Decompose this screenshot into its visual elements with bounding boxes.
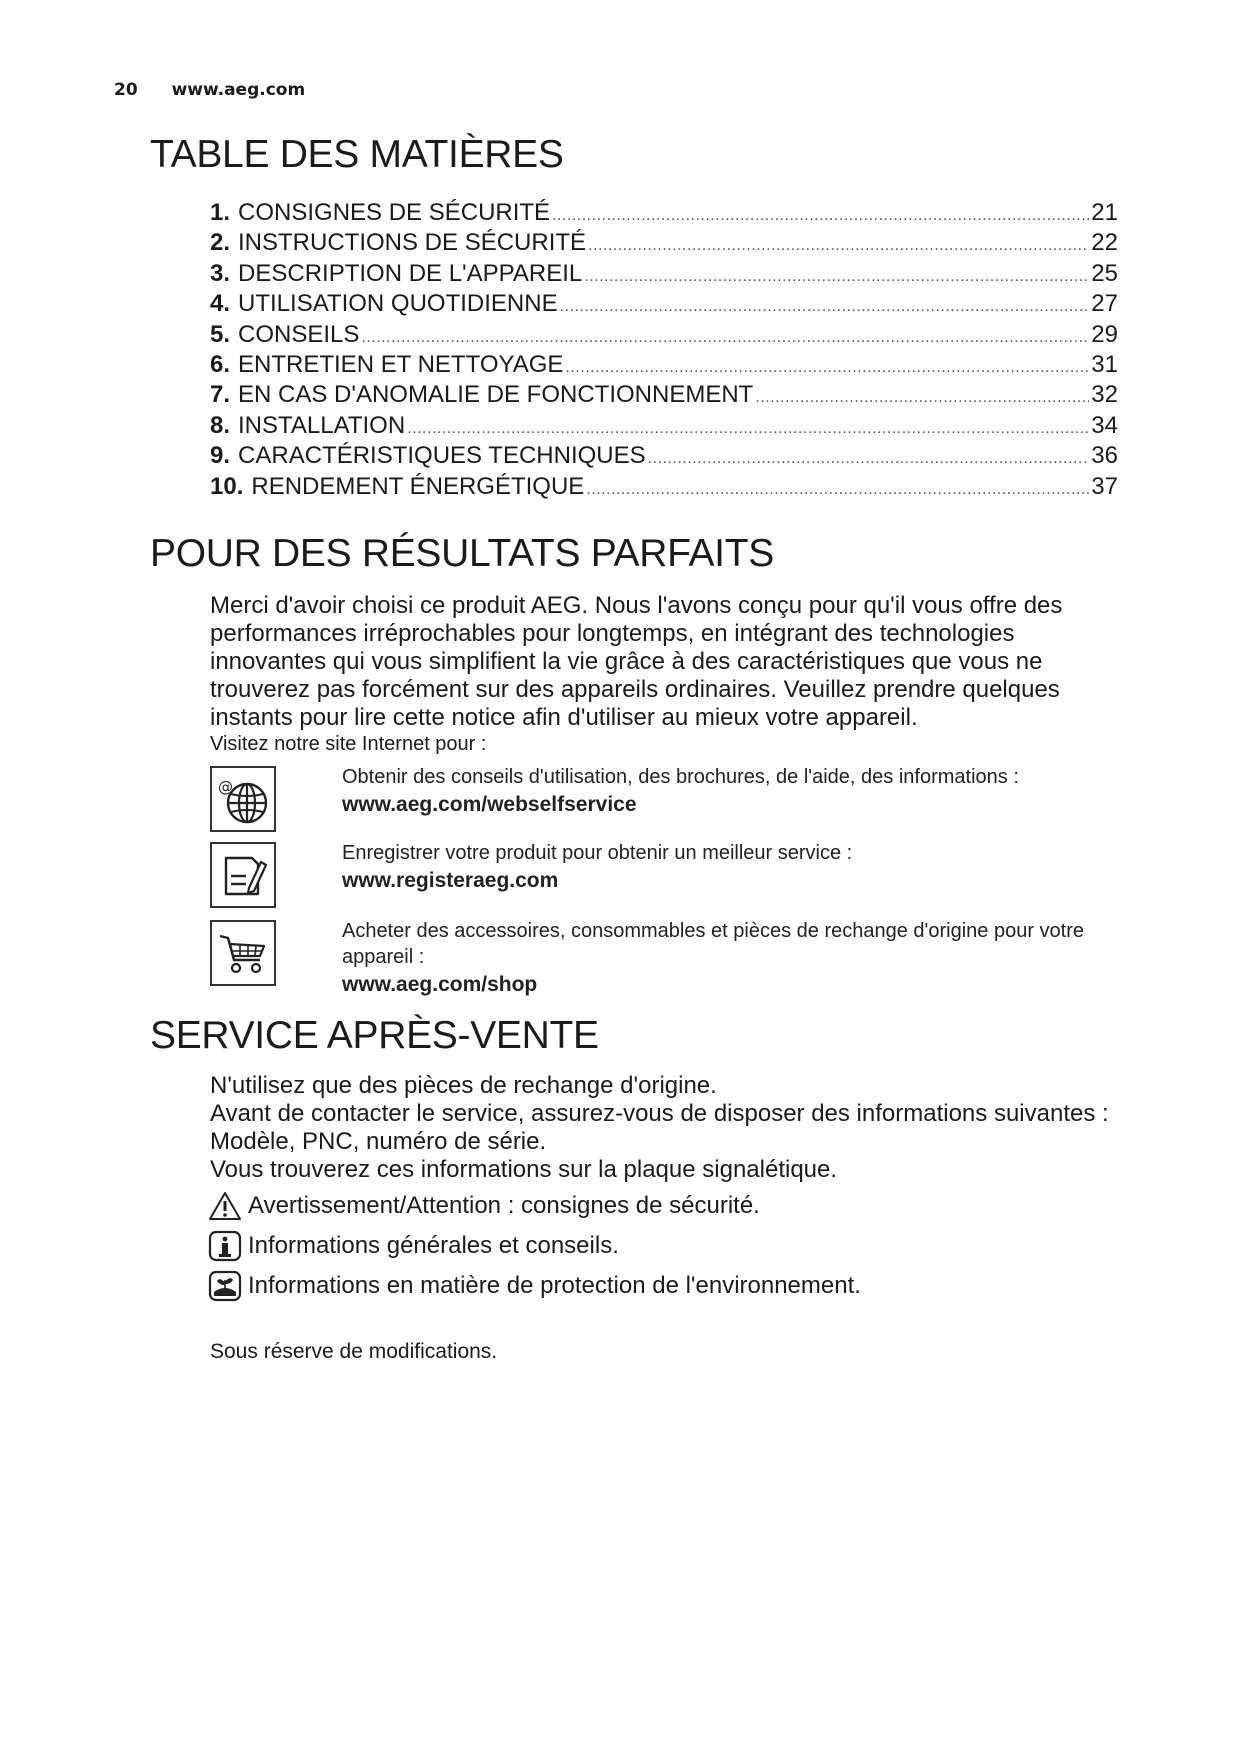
legend-info — [208, 1230, 619, 1262]
toc-item-page: 21 — [1091, 199, 1118, 226]
legend-environment — [208, 1270, 861, 1302]
toc-leader-dots — [648, 450, 1090, 468]
toc-leader-dots — [586, 481, 1089, 499]
toc-leader-dots — [560, 298, 1090, 316]
toc-item-number: 10. — [210, 472, 244, 500]
link-description — [342, 840, 1142, 894]
register-icon — [210, 842, 276, 908]
toc-leader-dots — [552, 207, 1089, 225]
cart-icon — [210, 920, 276, 986]
toc-item-page: 22 — [1091, 229, 1118, 257]
service-line: N'utilisez que des pièces de rechange d'origine. — [210, 1072, 717, 1099]
toc-item-label: EN CAS D'ANOMALIE DE FONCTIONNEMENT — [238, 381, 754, 409]
toc-item[interactable] — [210, 199, 1118, 229]
toc-item-label: CONSIGNES DE SÉCURITÉ — [238, 199, 551, 226]
toc-item[interactable] — [210, 321, 1118, 351]
toc-item-page: 32 — [1091, 381, 1118, 409]
toc-item-label: CONSEILS — [238, 320, 360, 348]
warning-icon — [208, 1190, 242, 1222]
toc-leader-dots — [407, 420, 1089, 438]
webselfservice-link[interactable]: www.aeg.com/webselfservice — [342, 793, 637, 816]
toc-item[interactable] — [210, 229, 1118, 259]
toc-item-number: 5. — [210, 320, 231, 348]
toc-item-number: 3. — [210, 259, 231, 287]
link-description-text: Acheter des accessoires, consommables et pièces de rechange d'origine pour votre appareil : — [342, 920, 1085, 968]
service-text — [210, 1072, 1130, 1184]
service-title: SERVICE APRÈS-VENTE — [150, 1014, 599, 1057]
toc-leader-dots — [588, 237, 1089, 255]
results-title: POUR DES RÉSULTATS PARFAITS — [150, 532, 774, 575]
link-description — [342, 764, 1142, 818]
legend-info-text: Informations générales et conseils. — [248, 1232, 619, 1259]
footnote: Sous réserve de modifications. — [210, 1340, 498, 1363]
link-description-text: Enregistrer votre produit pour obtenir un meilleur service : — [342, 842, 853, 864]
toc-item[interactable] — [210, 290, 1118, 320]
toc-item[interactable] — [210, 351, 1118, 381]
toc-leader-dots — [565, 359, 1089, 377]
toc-item-label: UTILISATION QUOTIDIENNE — [238, 290, 558, 318]
legend-warning — [208, 1190, 760, 1222]
toc-item[interactable] — [210, 442, 1118, 472]
page-header — [114, 80, 305, 100]
toc-item-page: 27 — [1091, 290, 1118, 318]
toc-item-label: RENDEMENT ÉNERGÉTIQUE — [251, 472, 585, 500]
toc-item-number: 6. — [210, 350, 231, 378]
header-site-link[interactable]: www.aeg.com — [171, 80, 306, 100]
toc-item-label: INSTALLATION — [238, 411, 406, 439]
table-of-contents — [210, 199, 1118, 503]
info-icon — [208, 1230, 242, 1262]
toc-item-label: ENTRETIEN ET NETTOYAGE — [238, 350, 564, 378]
svg-text:@: @ — [218, 778, 233, 796]
register-link[interactable]: www.registeraeg.com — [342, 869, 559, 892]
service-line: Avant de contacter le service, assurez-vous de disposer des informations suivantes : Modèle, PNC, numéro de série. — [210, 1100, 1109, 1155]
toc-leader-dots — [584, 268, 1089, 286]
toc-item-page: 29 — [1091, 320, 1118, 348]
toc-item-number: 1. — [210, 199, 231, 226]
environment-icon — [208, 1270, 242, 1302]
toc-title: TABLE DES MATIÈRES — [150, 133, 564, 176]
toc-item-number: 4. — [210, 290, 231, 318]
toc-item-label: CARACTÉRISTIQUES TECHNIQUES — [238, 442, 646, 470]
toc-item-page: 37 — [1091, 472, 1118, 500]
toc-item[interactable] — [210, 381, 1118, 411]
toc-item-page: 25 — [1091, 259, 1118, 287]
link-description — [342, 918, 1142, 998]
toc-item[interactable] — [210, 412, 1118, 442]
toc-item[interactable] — [210, 260, 1118, 290]
toc-item-number: 7. — [210, 381, 231, 409]
toc-item[interactable] — [210, 473, 1118, 503]
toc-leader-dots — [361, 329, 1089, 347]
globe-icon — [210, 766, 276, 832]
toc-item-number: 2. — [210, 229, 231, 257]
toc-item-number: 9. — [210, 442, 231, 470]
toc-item-page: 31 — [1091, 350, 1118, 378]
link-description-text: Obtenir des conseils d'utilisation, des brochures, de l'aide, des informations : — [342, 766, 1019, 788]
toc-item-number: 8. — [210, 411, 231, 439]
shop-link[interactable]: www.aeg.com/shop — [342, 973, 538, 996]
service-line: Vous trouverez ces informations sur la plaque signalétique. — [210, 1156, 838, 1183]
toc-leader-dots — [755, 389, 1089, 407]
intro-paragraph: Merci d'avoir choisi ce produit AEG. Nous l'avons conçu pour qu'il vous offre des performances irréprochables pour longtemps, en intégrant des technologies innovantes qui vous simplifient la vie grâce à des caractéristiques que vous ne trouverez pas forcément sur des appareils ordinaires. Veuillez prendre quelques instants pour lire cette notice afin d'utiliser au mieux votre appareil. — [210, 592, 1063, 731]
legend-warning-text: Avertissement/Attention : consignes de sécurité. — [248, 1192, 760, 1219]
toc-item-page: 34 — [1091, 411, 1118, 439]
page-number: 20 — [114, 80, 138, 100]
toc-item-page: 36 — [1091, 442, 1118, 470]
visit-text: Visitez notre site Internet pour : — [210, 733, 487, 755]
toc-item-label: INSTRUCTIONS DE SÉCURITÉ — [238, 229, 587, 257]
toc-item-label: DESCRIPTION DE L'APPAREIL — [238, 259, 583, 287]
legend-environment-text: Informations en matière de protection de l'environnement. — [248, 1272, 861, 1299]
